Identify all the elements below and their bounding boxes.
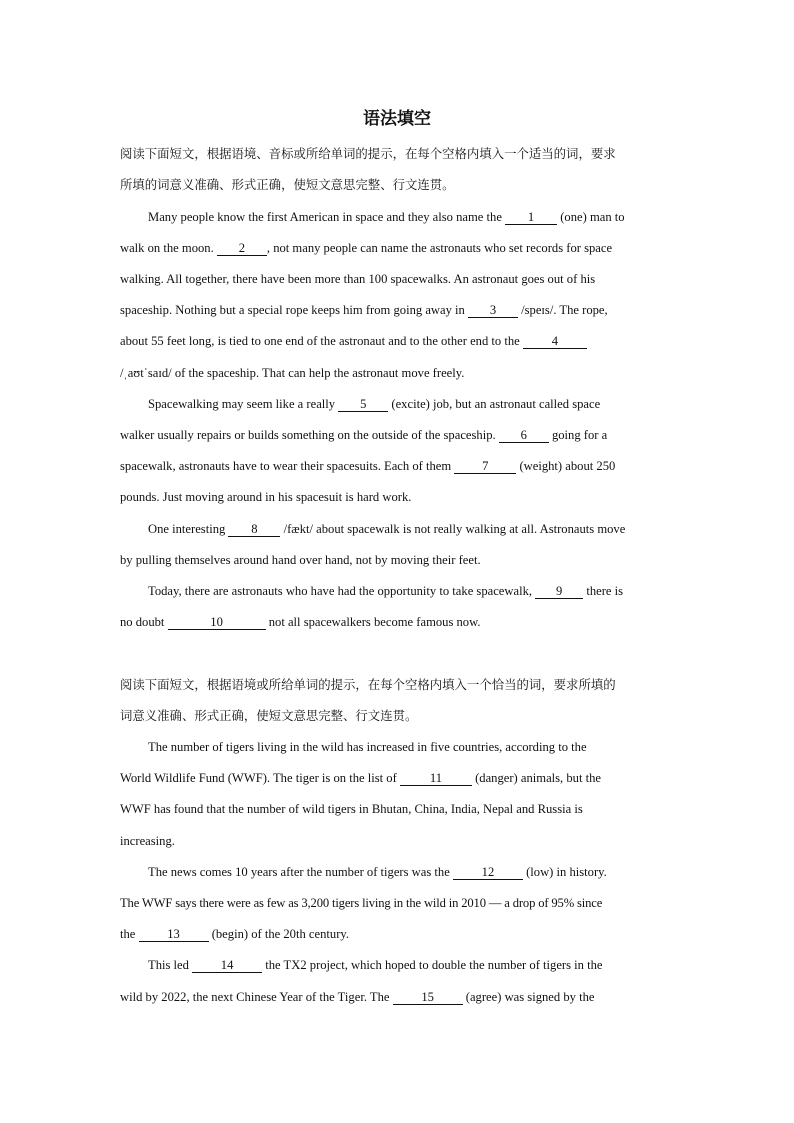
- passage-text: there is: [583, 584, 624, 598]
- answer-blank-14[interactable]: 14: [192, 958, 262, 973]
- passage-text: This led: [148, 958, 193, 972]
- passage-text: wild by 2022, the next Chinese Year of the Tiger. The: [120, 990, 393, 1004]
- passage2-line: [120, 770, 601, 786]
- passage1-line: by pulling themselves around hand over hand, not by moving their feet.: [120, 553, 481, 567]
- passage-text: not all spacewalkers become famous now.: [265, 615, 481, 629]
- answer-blank-7[interactable]: 7: [454, 459, 516, 474]
- passage1-line: [148, 583, 623, 599]
- passage-text: World Wildlife Fund (WWF). The tiger is on the list of: [120, 771, 400, 785]
- answer-blank-6[interactable]: 6: [499, 428, 549, 443]
- answer-blank-2[interactable]: 2: [217, 241, 267, 256]
- passage-text: the TX2 project, which hoped to double the number of tigers in the: [262, 958, 603, 972]
- passage-text: (begin) of the 20th century.: [208, 927, 350, 941]
- answer-blank-3[interactable]: 3: [468, 303, 518, 318]
- passage-text: The news comes 10 years after the number of tigers was the: [148, 865, 453, 879]
- passage-text: walk on the moon.: [120, 241, 217, 255]
- page-title: 语法填空: [363, 109, 431, 129]
- passage2-line: The number of tigers living in the wild has increased in five countries, according to the: [148, 740, 587, 754]
- answer-blank-13[interactable]: 13: [139, 927, 209, 942]
- answer-blank-1[interactable]: 1: [505, 210, 557, 225]
- passage-text: (one) man to: [557, 210, 625, 224]
- passage-text: Many people know the first American in space and they also name the: [148, 210, 506, 224]
- passage2-line: [120, 926, 349, 942]
- passage-text: (excite) job, but an astronaut called space: [388, 397, 601, 411]
- passage-text: the: [120, 927, 139, 941]
- passage1-line: [120, 302, 608, 318]
- passage1-line: [120, 427, 607, 443]
- passage-text: about 55 feet long, is tied to one end of the astronaut and to the other end to the: [120, 334, 523, 348]
- answer-blank-4[interactable]: 4: [523, 334, 587, 349]
- passage1-line: [120, 458, 615, 474]
- passage1-line: walking. All together, there have been more than 100 spacewalks. An astronaut goes out of his: [120, 272, 596, 286]
- answer-blank-9[interactable]: 9: [535, 584, 583, 599]
- passage2-line: [148, 864, 607, 880]
- passage1-line: /ˌaʊtˈsaɪd/ of the spaceship. That can help the astronaut move freely.: [120, 366, 465, 380]
- passage1-line: [148, 521, 625, 537]
- passage1-line: [148, 209, 625, 225]
- answer-blank-10[interactable]: 10: [168, 615, 266, 630]
- passage-text: no doubt: [120, 615, 168, 629]
- passage-text: (danger) animals, but the: [471, 771, 601, 785]
- section1-instruction-line1: 阅读下面短文，根据语境、音标或所给单词的提示，在每个空格内填入一个适当的词，要求: [120, 146, 616, 161]
- passage1-line: pounds. Just moving around in his spacesuit is hard work.: [120, 490, 412, 504]
- section1-instruction-line2: 所填的词意义准确、形式正确，使短文意思完整、行文连贯。: [120, 177, 455, 192]
- passage2-line: [120, 989, 594, 1005]
- passage-text: walker usually repairs or builds something on the outside of the spaceship.: [120, 428, 499, 442]
- passage-text: (agree) was signed by the: [462, 990, 595, 1004]
- passage-text: /speɪs/. The rope,: [518, 303, 608, 317]
- passage2-line: [148, 957, 603, 973]
- passage-text: spacewalk, astronauts have to wear their spacesuits. Each of them: [120, 459, 455, 473]
- answer-blank-15[interactable]: 15: [393, 990, 463, 1005]
- passage-text: Spacewalking may seem like a really: [148, 397, 339, 411]
- passage1-line: [120, 614, 481, 630]
- passage2-line: WWF has found that the number of wild tigers in Bhutan, China, India, Nepal and Russia is: [120, 802, 583, 816]
- passage-text: going for a: [548, 428, 608, 442]
- passage2-line: The WWF says there were as few as 3,200 tigers living in the wild in 2010 — a drop of 95% since: [120, 896, 603, 910]
- section2-instruction-line1: 阅读下面短文，根据语境或所给单词的提示，在每个空格内填入一个恰当的词，要求所填的: [120, 677, 616, 692]
- passage1-line: [120, 333, 587, 349]
- passage2-line: increasing.: [120, 834, 175, 848]
- answer-blank-8[interactable]: 8: [228, 522, 280, 537]
- passage1-line: [148, 396, 600, 412]
- passage-text: , not many people can name the astronauts who set records for space: [266, 241, 613, 255]
- answer-blank-5[interactable]: 5: [338, 397, 388, 412]
- passage-text: spaceship. Nothing but a special rope keeps him from going away in: [120, 303, 468, 317]
- passage-text: (low) in history.: [522, 865, 607, 879]
- passage1-line: [120, 240, 612, 256]
- passage-text: /fækt/ about spacewalk is not really walking at all. Astronauts move: [280, 522, 626, 536]
- passage-text: One interesting: [148, 522, 229, 536]
- passage-text: (weight) about 250: [516, 459, 616, 473]
- answer-blank-12[interactable]: 12: [453, 865, 523, 880]
- section2-instruction-line2: 词意义准确、形式正确，使短文意思完整、行文连贯。: [120, 708, 418, 723]
- passage-text: Today, there are astronauts who have had the opportunity to take spacewalk,: [148, 584, 536, 598]
- answer-blank-11[interactable]: 11: [400, 771, 472, 786]
